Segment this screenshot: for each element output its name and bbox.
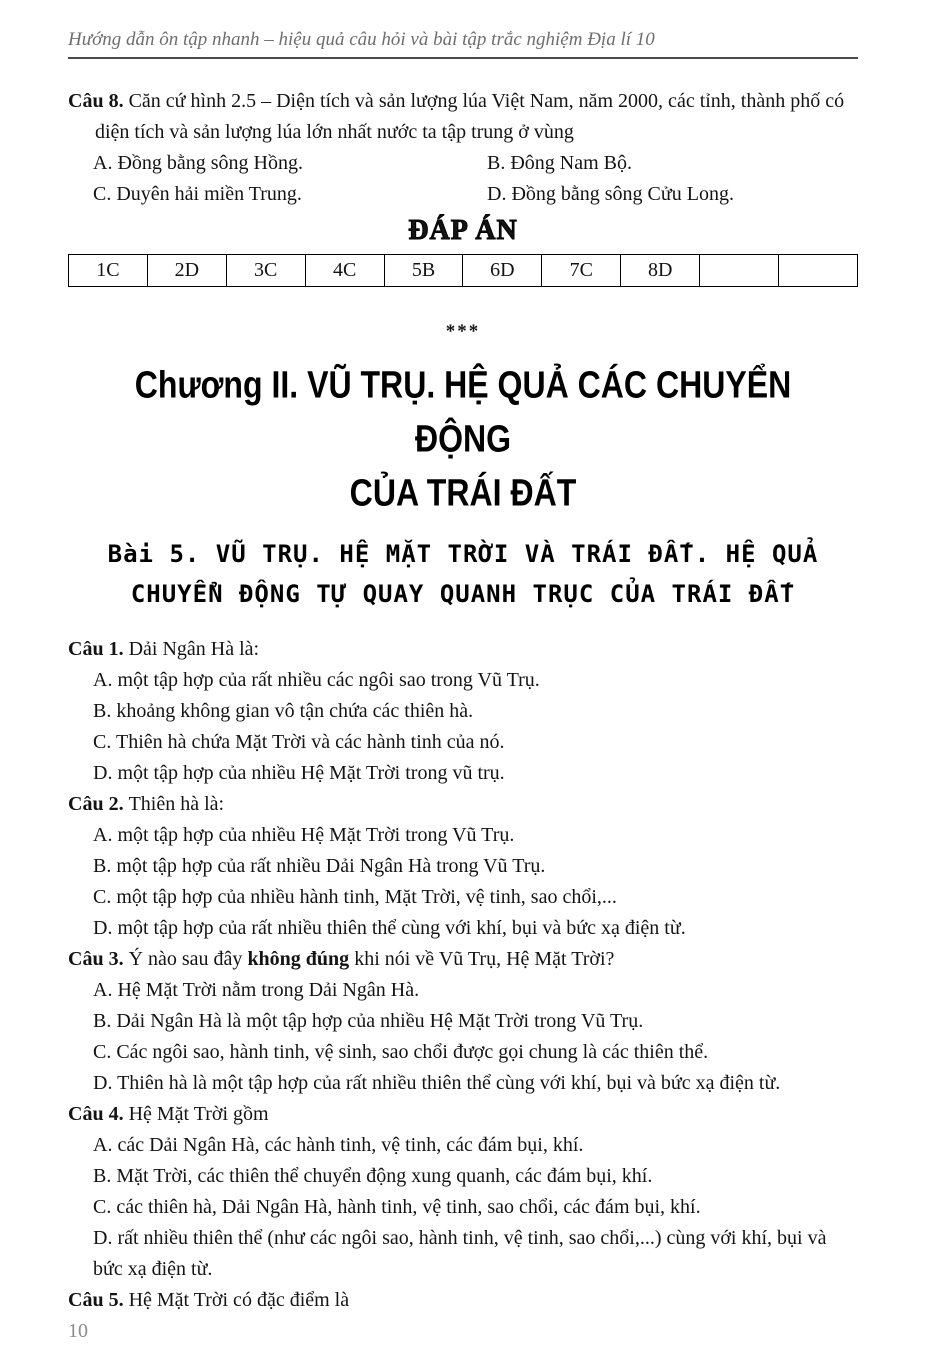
question bbox=[68, 1285, 858, 1316]
question-label: Câu 3. bbox=[68, 948, 129, 970]
questions-list bbox=[68, 634, 858, 1316]
answer-cell: 8D bbox=[621, 255, 700, 287]
question-option: A. các Dải Ngân Hà, các hành tinh, vệ tinh, các đám bụi, khí. bbox=[93, 1134, 584, 1156]
question-option: B. một tập hợp của rất nhiều Dải Ngân Hà trong Vũ Trụ. bbox=[93, 855, 546, 877]
answer-cell: 7C bbox=[542, 255, 621, 287]
question-text-segment: Thiên hà là: bbox=[128, 793, 225, 815]
question-text bbox=[68, 1285, 858, 1316]
running-head bbox=[68, 28, 858, 59]
question bbox=[68, 1099, 858, 1285]
question-option: D. Thiên hà là một tập hợp của rất nhiều thiên thể cùng với khí, bụi và bức xạ điện từ. bbox=[93, 1072, 781, 1094]
question-text-segment: Hệ Mặt Trời có đặc điểm là bbox=[128, 1289, 350, 1311]
question-option: B. Dải Ngân Hà là một tập hợp của nhiều Hệ Mặt Trời trong Vũ Trụ. bbox=[93, 1010, 644, 1032]
question-8-option: D. Đồng bằng sông Cửu Long. bbox=[487, 183, 734, 205]
question-option: D. một tập hợp của nhiều Hệ Mặt Trời trong vũ trụ. bbox=[93, 762, 505, 784]
answer-cell: 5B bbox=[384, 255, 463, 287]
chapter-title-line2: CỦA TRÁI ĐẤT bbox=[349, 470, 577, 514]
question-option: C. các thiên hà, Dải Ngân Hà, hành tinh, vệ tinh, sao chổi, các đám bụi, khí. bbox=[93, 1196, 701, 1218]
answer-cell: 3C bbox=[226, 255, 305, 287]
question bbox=[68, 944, 858, 1099]
question-option: A. một tập hợp của rất nhiều các ngôi sao trong Vũ Trụ. bbox=[93, 669, 540, 691]
answer-key-row bbox=[69, 255, 858, 287]
chapter-title bbox=[111, 357, 814, 519]
answer-key-title: ĐÁP ÁN bbox=[408, 215, 518, 246]
question-option: B. khoảng không gian vô tận chứa các thiên hà. bbox=[93, 700, 474, 722]
question-label: Câu 4. bbox=[68, 1103, 129, 1125]
question-8-body: Căn cứ hình 2.5 – Diện tích và sản lượng lúa Việt Nam, năm 2000, các tỉnh, thành phố có diện tích và sản lượng lúa lớn nhất nước ta tập trung ở vùng bbox=[95, 90, 845, 143]
question-text-segment: Ý nào sau đây bbox=[128, 948, 248, 970]
running-head-text: Hướng dẫn ôn tập nhanh – hiệu quả câu hỏi và bài tập trắc nghiệm Địa lí 10 bbox=[68, 29, 655, 50]
question-label: Câu 5. bbox=[68, 1289, 129, 1311]
question-option: D. một tập hợp của rất nhiều thiên thể cùng với khí, bụi và bức xạ điện từ. bbox=[93, 917, 686, 939]
question-8-option: B. Đông Nam Bộ. bbox=[487, 152, 632, 174]
question-option: D. rất nhiều thiên thể (như các ngôi sao, hành tinh, vệ tinh, sao chổi,...) cùng với khí, bụi và bức xạ điện từ. bbox=[93, 1227, 827, 1280]
answer-cell bbox=[779, 255, 858, 287]
answer-key-table bbox=[68, 254, 858, 287]
question-8-block bbox=[68, 86, 858, 210]
question-text bbox=[68, 789, 858, 820]
answer-cell: 2D bbox=[147, 255, 226, 287]
question bbox=[68, 789, 858, 944]
page-number: 10 bbox=[68, 1320, 88, 1342]
question-label: Câu 2. bbox=[68, 793, 129, 815]
question-text-segment: Hệ Mặt Trời gồm bbox=[128, 1103, 269, 1125]
answer-cell bbox=[700, 255, 779, 287]
question-8-option: A. Đồng bằng sông Hồng. bbox=[93, 152, 303, 174]
question-label: Câu 1. bbox=[68, 638, 129, 660]
answer-cell: 4C bbox=[305, 255, 384, 287]
lesson-title-line1: Bài 5. VŨ TRỤ. HỆ MẶT TRỜI VÀ TRÁI ĐẤT. HỆ QUẢ bbox=[107, 540, 819, 568]
question bbox=[68, 634, 858, 789]
question-8-option: C. Duyên hải miền Trung. bbox=[93, 183, 302, 205]
question-option: A. một tập hợp của nhiều Hệ Mặt Trời trong Vũ Trụ. bbox=[93, 824, 515, 846]
question-text-segment: khi nói về Vũ Trụ, Hệ Mặt Trời? bbox=[349, 948, 615, 970]
question-text bbox=[68, 1099, 858, 1130]
question-text-segment: Dải Ngân Hà là: bbox=[128, 638, 260, 660]
chapter-title-line1: Chương II. VŨ TRỤ. HỆ QUẢ CÁC CHUYỂN ĐỘNG bbox=[134, 362, 792, 460]
answer-cell: 1C bbox=[69, 255, 148, 287]
lesson-title-line2: CHUYỂN ĐỘNG TỰ QUAY QUANH TRỤC CỦA TRÁI ĐẤT bbox=[130, 580, 796, 608]
question-option: C. một tập hợp của nhiều hành tinh, Mặt Trời, vệ tinh, sao chổi,... bbox=[93, 886, 617, 908]
question-text bbox=[68, 944, 858, 975]
question-text-bold-segment: không đúng bbox=[247, 948, 350, 970]
section-separator: *** bbox=[445, 321, 481, 342]
lesson-title bbox=[68, 534, 858, 614]
question-option: C. Các ngôi sao, hành tinh, vệ sinh, sao chổi được gọi chung là các thiên thể. bbox=[93, 1041, 709, 1063]
question-8-options bbox=[68, 148, 858, 210]
question-text bbox=[68, 634, 858, 665]
question-8-label: Câu 8. bbox=[68, 90, 124, 112]
question-8-text bbox=[68, 86, 858, 148]
question-option: A. Hệ Mặt Trời nằm trong Dải Ngân Hà. bbox=[93, 979, 420, 1001]
question-option: C. Thiên hà chứa Mặt Trời và các hành tinh của nó. bbox=[93, 731, 505, 753]
question-option: B. Mặt Trời, các thiên thể chuyển động xung quanh, các đám bụi, khí. bbox=[93, 1165, 653, 1187]
answer-cell: 6D bbox=[463, 255, 542, 287]
